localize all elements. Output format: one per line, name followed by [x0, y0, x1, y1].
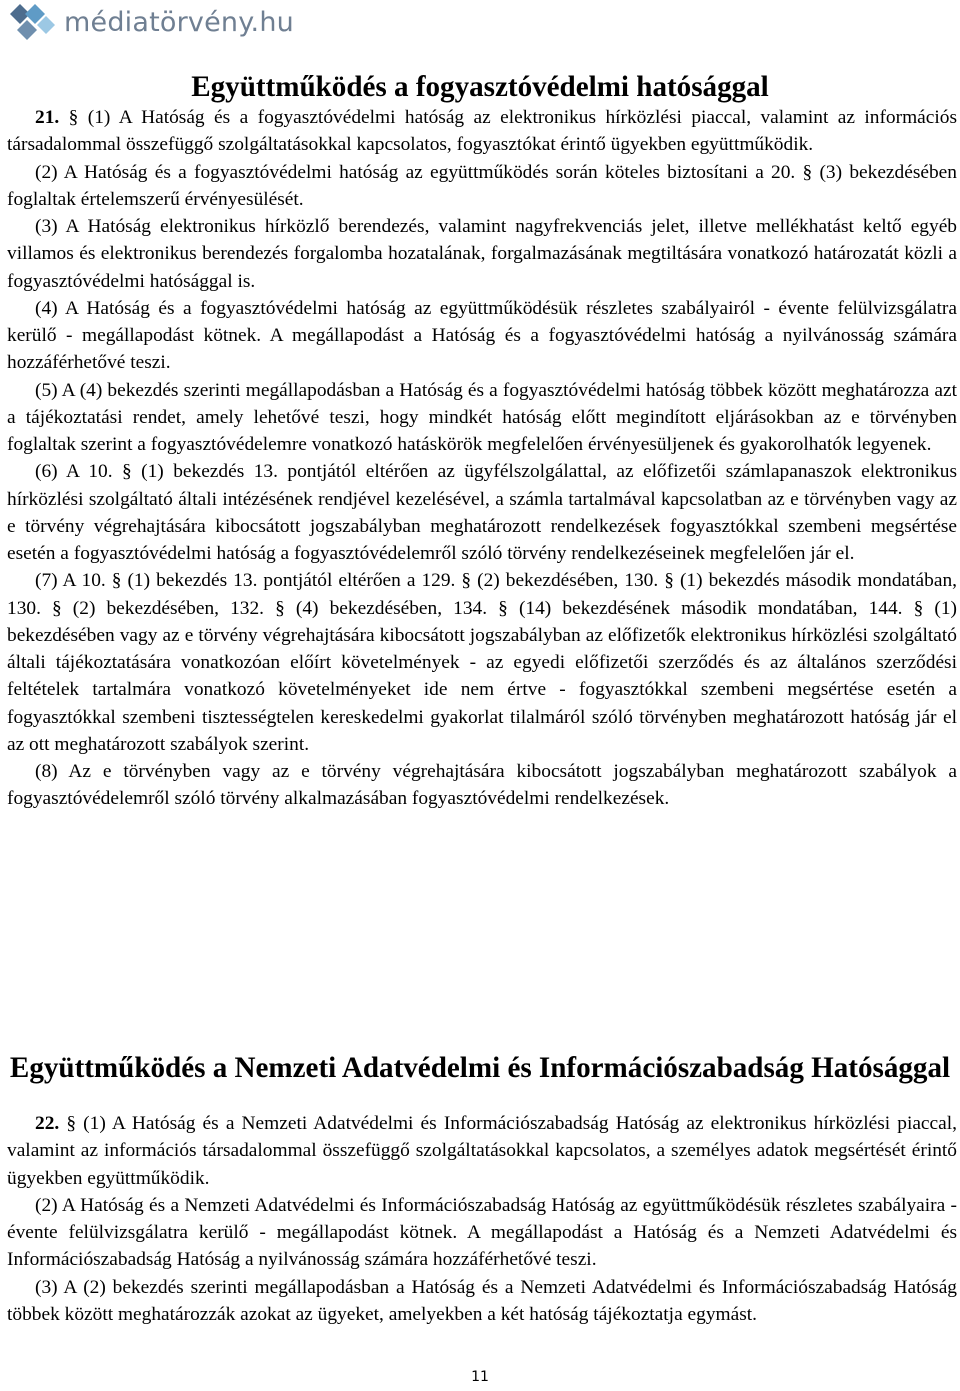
paragraph	[7, 1110, 957, 1192]
paragraph-text: (8) Az e törvényben vagy az e törvény végrehajtására kibocsátott jogszabályban meghatározott szabályok a fogyasztóvédelemről szóló törvény alkalmazásában fogyasztóvédelmi rendelkezések.	[7, 761, 957, 810]
paragraph-text: (5) A (4) bekezdés szerinti megállapodásban a Hatóság és a fogyasztóvédelmi hatóság többek között meghatározza azt a tájékoztatási rendet, amely lehetővé teszi, hogy mindkét hatóság előtt megindított eljárásokban az e törvényben foglaltak szerint a fogyasztóvédelemre vonatkozó hatáskörök megfelelően érvényesüljenek és gyakorolhatók legyenek.	[7, 379, 957, 455]
logo-text: médiatörvény.hu	[64, 6, 294, 38]
paragraph	[7, 159, 957, 214]
paragraph-text: (6) A 10. § (1) bekezdés 13. pontjától eltérően az ügyfélszolgálattal, az előfizetői számlapanaszok elektronikus hírközlési szolgáltató általi intézésének rendjével kezelésével, a számla tartalmával kapcsolatban az e törvényben vagy az e törvény végrehajtására kibocsátott jogszabályban meghatározott rendelkezések fogyasztókkal szembeni megsértése esetén a fogyasztóvédelmi hatóság a fogyasztóvédelemről szóló törvény rendelkezéseinek megfelelően jár el.	[7, 461, 957, 564]
paragraph	[7, 213, 957, 295]
section-number: 22.	[35, 1113, 60, 1134]
site-logo[interactable]	[6, 2, 294, 42]
paragraph-text: (2) A Hatóság és a fogyasztóvédelmi hatóság az együttműködés során köteles biztosítani a 20. § (3) bekezdésében foglaltak értelemszerű érvényesülését.	[7, 161, 957, 210]
paragraph-text: (3) A (2) bekezdés szerinti megállapodásban a Hatóság és a Nemzeti Adatvédelmi és Információszabadság Hatóság többek között meghatározzák azokat az ügyeket, amelyekben a két hatóság tájékoztatja egymást.	[7, 1276, 957, 1325]
paragraph	[7, 295, 957, 377]
paragraph-text: (4) A Hatóság és a fogyasztóvédelmi hatóság az együttműködésük részletes szabályairól - évente felülvizsgálatra kerülő - megállapodást kötnek. A megállapodást a Hatóság és a fogyasztóvédelmi hatóság a nyilvánosság számára hozzáférhetővé teszi.	[7, 297, 957, 374]
section-body-consumer-protection	[7, 104, 957, 813]
section-heading-data-protection: Együttműködés a Nemzeti Adatvédelmi és Információszabadság Hatósággal	[9, 1052, 951, 1084]
paragraph	[7, 104, 957, 159]
paragraph-text: (2) A Hatóság és a Nemzeti Adatvédelmi és Információszabadság Hatóság az együttműködésük részletes szabályaira - évente felülvizsgálatra kerülő - megállapodást kötnek. A megállapodást a Hatóság és a Nemzeti Adatvédelmi és Információszabadság Hatóság a nyilvánosság számára hozzáférhetővé teszi.	[7, 1194, 957, 1271]
paragraph	[7, 1192, 957, 1274]
paragraph	[7, 1274, 957, 1329]
paragraph	[7, 377, 957, 459]
paragraph	[7, 458, 957, 567]
section-heading-consumer-protection: Együttműködés a fogyasztóvédelmi hatósággal	[191, 71, 769, 103]
page-number: 11	[471, 1369, 489, 1385]
paragraph-text: § (1) A Hatóság és a Nemzeti Adatvédelmi és Információszabadság Hatóság az elektronikus hírközlési piaccal, valamint az információs társadalommal összefüggő szolgáltatásokkal kapcsolatos, a személyes adatok megsértését érintő ügyekben együttműködik.	[7, 1113, 957, 1189]
section-number: 21.	[35, 107, 60, 128]
diamond-cluster-logo-icon	[6, 2, 60, 42]
section-body-data-protection	[7, 1110, 957, 1328]
paragraph-text: § (1) A Hatóság és a fogyasztóvédelmi hatóság az elektronikus hírközlési piaccal, valamint az információs társadalommal összefüggő szolgáltatásokkal kapcsolatos, fogyasztókat érintő ügyekben együttműködik.	[7, 107, 957, 156]
paragraph	[7, 758, 957, 813]
paragraph	[7, 567, 957, 758]
paragraph-text: (3) A Hatóság elektronikus hírközlő berendezés, valamint nagyfrekvenciás jelet, illetve mellékhatást keltő egyéb villamos és elektronikus berendezés forgalomba hozatalának, forgalmazásának megtiltására vonatkozó határozatát közli a fogyasztóvédelmi hatósággal is.	[7, 216, 957, 292]
paragraph-text: (7) A 10. § (1) bekezdés 13. pontjától eltérően a 129. § (2) bekezdésében, 130. § (1) bekezdés második mondatában, 130. § (2) bekezdésében, 132. § (4) bekezdésében, 134. § (14) bekezdésének második mondatában, 144. § (1) bekezdésében vagy az e törvény végrehajtására kibocsátott jogszabályban az előfizetők elektronikus hírközlési szolgáltató általi tájékoztatására vonatkozóan előírt követelmények - az egyedi előfizetői szerződés és az általános szerződési feltételek tartalmára vonatkozó követelményeket ide nem értve - fogyasztókkal szembeni megsértése esetén a fogyasztókkal szembeni tisztességtelen kereskedelmi gyakorlat tilalmáról szóló törvényben meghatározott hatóság jár el az ott meghatározott szabályok szerint.	[7, 570, 957, 755]
